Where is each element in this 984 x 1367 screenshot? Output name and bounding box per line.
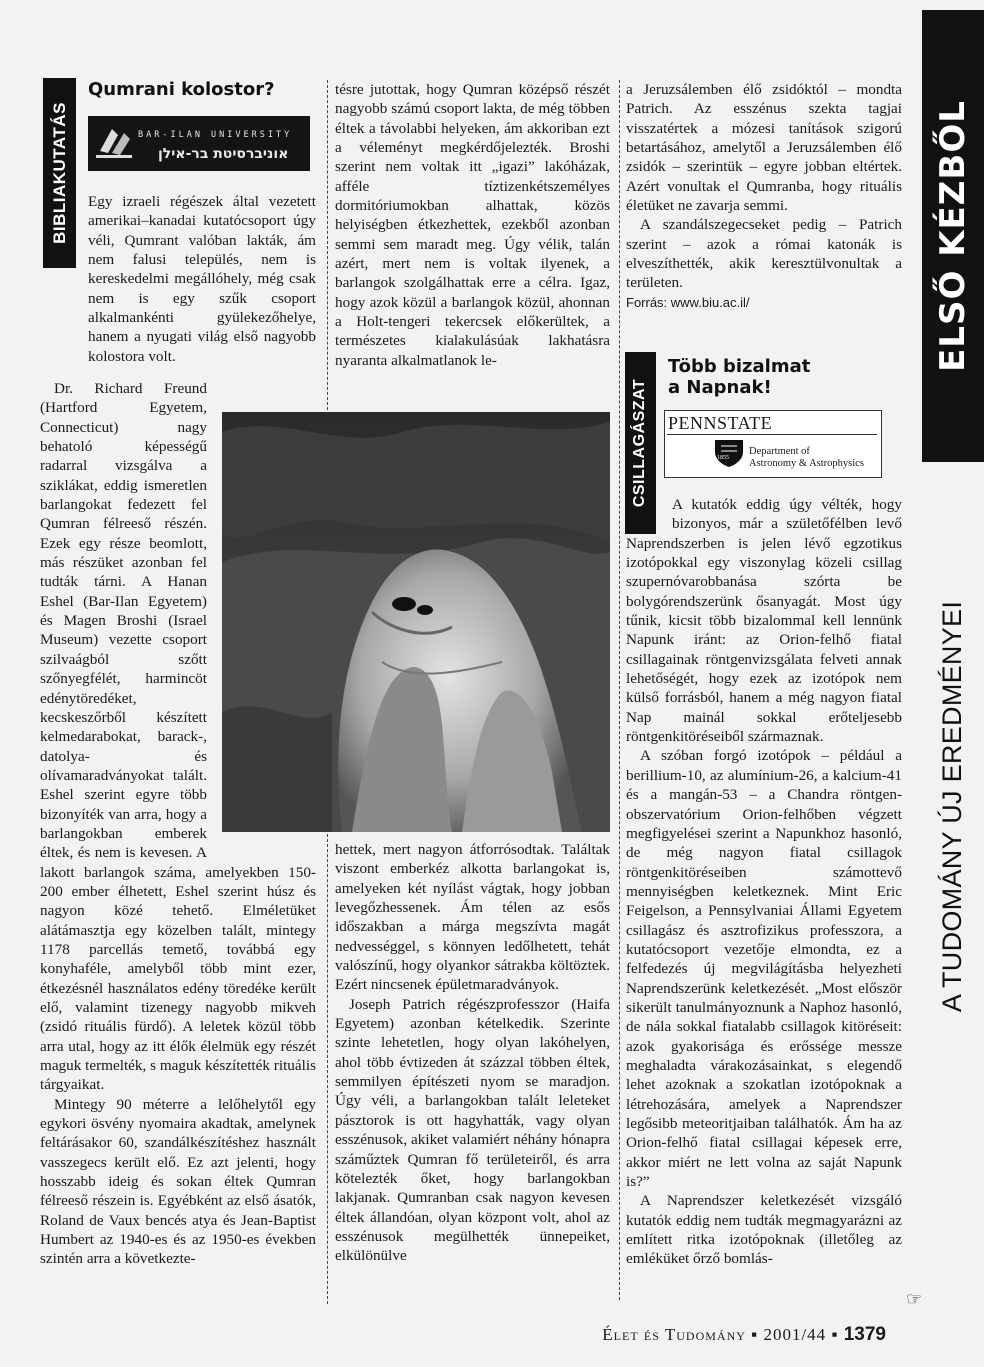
article1-col2-lower — [335, 840, 610, 1266]
article2-title-line1: Több bizalmat — [668, 356, 811, 377]
banner-bottom-text: A TUDOMÁNY ÚJ EREDMÉNYEI — [937, 600, 968, 1012]
bar-ilan-emblem-icon — [92, 121, 136, 165]
article1-col2-top: tésre jutottak, hogy Qumran középső részét nagyobb számú csoport lakta, de még többen éltek a távolabbi helyeken, ám akkoriban ezt a véleményt megkérdőjelezték. Broshi szerint nem voltak itt „igazi” lakóházak, afféle tíztizenkétszemélyes dormitóriumokban alhattak, közös helyiségben étkezhettek, ezekből azonban semmi sem maradt meg. Úgy vélik, talán azért, mert nem is voltak ilyenek, a barlangok szolgálhattak erre a célra. Igaz, hogy azok közül a barlangok közül, ahonnan a Holt-tengeri tekercsek előkerültek, a természetes kialakulásúak lakhatásra nyaranta alkalmatlanok le- — [335, 81, 610, 369]
pennstate-dept — [749, 446, 864, 470]
pennstate-name: PENNSTATE — [668, 413, 773, 433]
article1-col1-upper — [88, 192, 316, 366]
article1-source: Forrás: www.biu.ac.il/ — [626, 294, 750, 310]
article2-paragraph-2: A szóban forgó izotópok – például a berillium-10, az alumínium-26, a kalcium-41 és a mangán-53 – a Chandra röntgen-obszervatórium Orion-felhőben végzett megfigyelései szerint a Napunkhoz hasonló, de még nagyon fiatal csillagok röntgenkitöréseiben számottevő mennyiségben keletkeznek. Mint Eric Feigelson, a Pennsylvaniai Állami Egyetem csillagász és asztrofizikus professzora, a kutatócsoport vezetője elmondta, ez a felfedezés új megvilágításba helyezheti Naprendszerünk keletkezését. „Most először sikerült tanulmányoznunk a Naphoz hasonló, de nála sokkal fiatalabb csillagok kitöréseit: azok gyakorisága és erőssége messze meghaladta várakozásainkat, s elegendő lehet azoknak a szokatlan izotópoknak a létrehozására, amelyek a Naprendszer legősibb meteoritjaiban találhatók. Ám ha az Orion-felhő fiatal csillagai képesek erre, akkor miért ne lett volna az saját Napunk is?” — [626, 747, 902, 1191]
banner-top-text: ELSŐ KÉZBŐL — [933, 100, 974, 372]
section-tab-csillagaszat: CSILLAGÁSZAT — [625, 352, 656, 534]
article2-title-line2: a Napnak! — [668, 377, 772, 398]
photo-wrap-spacer — [207, 379, 316, 845]
footer-separator-2: ▪ — [831, 1325, 844, 1344]
article1-lead-paragraph: Egy izraeli régészek által vezetett amerikai–kanadai kutatócsoport úgy véli, Qumrant valóban lakták, ám nem falusi település, nem is kereskedelmi megállóhely, még csak nem is egy szűk csoport alkalmankénti gyülekezőhelye, hanem a nyugati világ első nagyobb kolostora volt. — [88, 193, 316, 365]
bar-ilan-name: BAR-ILAN UNIVERSITY — [138, 130, 293, 140]
article1-paragraph-3: Mintegy 90 méterre a lelőhelytől egy egykori ösvény nyomaira akadtak, amelynek feltárásakor 60, szandálkészítéshez használt vasszegecs került elő. Ez azt jelenti, hogy hosszabb ideig és sokan éltek Qumran félreeső részein is. Egyébként az első ásatók, Roland de Vaux bencés atya és Jean-Baptist Humbert az 1940-es és az 1950-es években szintén arra a következte- — [40, 1095, 316, 1268]
bar-ilan-logo — [88, 116, 310, 171]
side-banner — [922, 10, 984, 1150]
article2-paragraph-1: A kutatók eddig úgy vélték, hogy bizonyos, már a születőfélben levő Naprendszerben is jelen lévő egzotikus izotópokkal egy viszonylag közeli csillag szupernóvarobbanása szórta be bolygórendszerünk ősanyagát. Most úgy tűnik, kicsit több bizalommal kell lennünk Napunk iránt: az Orion-felhő fiatal csillagainak röntgenvizsgálata felveti annak lehetőségét, hogy ezek az izotópok nem külső forrásból, hanem a még nagyon fiatal Nap mainál sokkal erőteljesebb röntgenkitöréseiből származnak. — [626, 496, 902, 746]
article1-col1-body — [40, 379, 316, 1269]
pennstate-year: 1855 — [717, 455, 729, 461]
pennstate-dept-line2: Astronomy & Astrophysics — [749, 458, 864, 469]
article1-col3-paragraph-2: A szandálszegecseket pedig – Patrich szerint – azok a római katonák is elveszíthették, akik keresztülvonultak a területen. — [626, 216, 902, 292]
article1-col2-upper — [335, 80, 610, 370]
bar-ilan-hebrew: אוניברסיטת בר-אילן — [158, 146, 289, 162]
column-divider-3 — [619, 80, 620, 1300]
article1-col2-paragraph-2: Joseph Patrich régészprofesszor (Haifa Egyetem) azonban kételkedik. Szerinte szinte lehetetlen, hogy olyan lakóhelyen, ahol több évtizeden át százzal többen éltek, semmilyen építészeti nyom se maradjon. Úgy véli, a barlangokban talált leleteket pásztorok is ott hagyhatták, vagy olyan esszénusok, akiket valamiért néhány hónapra száműztek Qumran fő területeiről, és arra kötelezték őket, hogy barlangokban lakjanak. Qumranban csak nagyon kevesen éltek állandóan, olyan központ volt, ahol az esszénusok megülhették ünnepeiket, elkülönülve — [335, 995, 610, 1265]
issue-number: 2001/44 — [763, 1325, 827, 1344]
article2-title — [668, 356, 810, 398]
continue-pointer-icon: ☞ — [906, 1289, 923, 1309]
column-divider-1 — [327, 80, 328, 410]
pennstate-shield-icon — [711, 438, 747, 468]
article1-paragraph-2: Dr. Richard Freund (Hartford Egyetem, Connecticut) nagy behatoló képességű radarral vizsgálva a sziklákat, eddig ismeretlen barlangokat fedezett fel Qumran félreeső részén. Ezek egy része beomlott, más részüket azonban fel tudták tárni. A Hanan Eshel (Bar-Ilan Egyetem) és Magen Broshi (Israel Museum) vezette csoport szilvaágból szőtt szőnyegfélét, harmincöt edénytöredéket, kecskeszőrből készített kelmedarabokat, barack-, datolya- és olívamaradványokat talált. Eshel szerint egyre több bizonyíték van arra, hogy a barlangokban emberek éltek, és nem is kevesen. A lakott barlangok száma, amelyekben 150-200 ember élhetett, Eshel szerint húsz és nagyon közé tehető. Elméletüket alátámasztja egy közelben talált, mintegy 1178 parcellás temető, továbbá egy konyhaféle, amelyből több mint ezer, étkezésnél használatos edény töredéke került elő, valamint tizenegy nagyobb mikveh (zsidó rituális fürdő). A leletek közül több arra utal, hogy az itt élők élelmük egy részét maguk termelték, s maguk készítették rituális tárgyaikat. — [40, 380, 316, 1094]
article2-body — [626, 495, 902, 1269]
side-banner-bottom — [922, 462, 984, 1150]
lead-indent-spacer — [626, 495, 672, 533]
article2-paragraph-3: A Naprendszer keletkezését vizsgáló kutatók eddig nem tudták megmagyarázni az említett ritka izotópoknak (illetőleg az emléküket őrző bomlás- — [626, 1192, 902, 1268]
journal-name: Élet és Tudomány — [602, 1325, 746, 1344]
pennstate-logo — [664, 410, 882, 478]
footer-separator: ▪ — [751, 1325, 764, 1344]
pennstate-dept-line1: Department of — [749, 446, 810, 457]
section-tab-bibliakutatas: BIBLIAKUTATÁS — [43, 78, 76, 268]
column-divider-2 — [327, 834, 328, 1304]
side-banner-top — [922, 10, 984, 462]
page-number: 1379 — [843, 1324, 886, 1345]
article1-col2-paragraph-1: hettek, mert nagyon átforrósodtak. Találtak viszont emberkéz alkotta barlangokat is, amelyeken két nyílást vágtak, hogy jobban levegőzhessenek. Ám télen az esős időszakban a márga megszívta magát nedvességgel, s könnyen ledőlhetett, tehát valószínű, hogy olyankor sátrakba költöztek. Ezért nincsenek épületmaradványok. — [335, 841, 610, 994]
article1-title: Qumrani kolostor? — [88, 79, 275, 100]
page-footer — [602, 1324, 886, 1346]
article1-col3 — [626, 80, 902, 312]
article1-col3-paragraph-1: a Jeruzsálemben élő zsidóktól – mondta Patrich. Az esszénus szekta tagjai visszatértek a mózesi tanítások szigorú betartásához, amelytől a Jeruzsálemben élő zsidók – szerintük – egyre jobban eltértek. Azért vonultak el Qumranba, hogy rituális életüket ne zavarja semmi. — [626, 81, 902, 215]
